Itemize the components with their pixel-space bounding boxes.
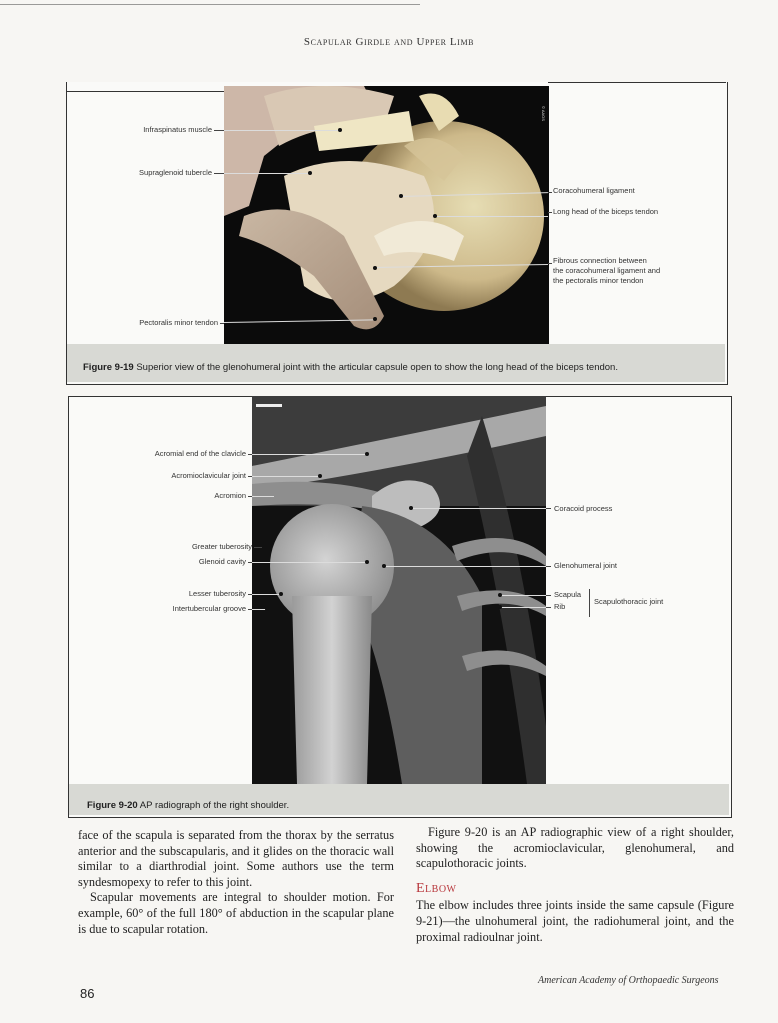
publisher-footer: American Academy of Orthopaedic Surgeons — [538, 975, 719, 986]
figure-frame-rule — [548, 82, 726, 83]
body-column-right — [416, 825, 734, 945]
body-paragraph: Scapular movements are integral to shoulder motion. For example, 60° of the full 180° of abduction in the scapular plane is due to scapular rotation. — [78, 890, 394, 936]
leader-line — [546, 508, 551, 509]
label-fibrous-connection-3: the pectoralis minor tendon — [553, 276, 644, 285]
label-infraspinatus: Infraspinatus muscle — [143, 125, 212, 134]
leader-dot — [365, 452, 369, 456]
leader-line — [500, 607, 546, 608]
leader-dot — [338, 128, 342, 132]
leader-dot — [279, 592, 283, 596]
leader-dot — [373, 317, 377, 321]
caption-text — [87, 800, 289, 811]
radiograph-mark-box — [256, 404, 282, 407]
caption-number: Figure 9-20 — [87, 800, 138, 811]
page-number: 86 — [80, 986, 95, 1001]
leader-line — [214, 130, 224, 131]
section-heading: Elbow — [416, 880, 457, 896]
leader-dot — [409, 506, 413, 510]
top-rule — [0, 4, 420, 5]
leader-dot — [373, 266, 377, 270]
label-acromial-end: Acromial end of the clavicle — [154, 449, 246, 458]
leader-line — [220, 323, 224, 324]
label-intertubercular-groove: Intertubercular groove — [172, 604, 246, 613]
leader-line — [252, 496, 274, 497]
photo-copyright: © AAOS — [541, 106, 546, 121]
leader-line — [252, 609, 266, 610]
label-fibrous-connection-1: Fibrous connection between — [553, 256, 647, 265]
label-coracoid-process: Coracoid process — [554, 504, 613, 513]
label-greater-tuberosity: Greater tuberosity — [191, 542, 252, 551]
figure-9-20-caption — [69, 784, 729, 815]
caption-body: Superior view of the glenohumeral joint with the articular capsule open to show the long head of the biceps tendon. — [133, 362, 618, 373]
leader-line — [546, 566, 551, 567]
leader-line — [411, 508, 546, 509]
leader-line — [254, 547, 262, 548]
leader-line — [500, 595, 546, 596]
leader-dot — [318, 474, 322, 478]
caption-body: AP radiograph of the right shoulder. — [137, 800, 290, 811]
leader-line — [252, 562, 367, 563]
leader-dot — [498, 593, 502, 597]
leader-dot — [433, 214, 437, 218]
label-fibrous-connection-2: the coracohumeral ligament and — [553, 266, 661, 275]
leader-line — [384, 566, 546, 567]
leader-line — [548, 263, 552, 264]
leader-dot — [265, 607, 269, 611]
label-acromion: Acromion — [214, 491, 246, 500]
leader-line — [252, 594, 280, 595]
running-head: Scapular Girdle and Upper Limb — [303, 36, 475, 48]
leader-dot — [308, 171, 312, 175]
dissection-photo-image — [224, 86, 549, 348]
leader-dot — [399, 194, 403, 198]
leader-line — [224, 130, 340, 131]
body-column-left — [78, 828, 394, 937]
leader-line — [224, 173, 309, 174]
figure-frame-rule — [66, 91, 226, 92]
body-paragraph: Figure 9-20 is an AP radiographic view of a right shoulder, showing the acromioclavicular, glenohumeral, and scapulothoracic joints. — [416, 825, 734, 871]
leader-line — [546, 595, 551, 596]
label-supraglenoid: Supraglenoid tubercle — [139, 168, 212, 177]
label-pectoralis-minor: Pectoralis minor tendon — [139, 318, 218, 327]
caption-number: Figure 9-19 — [83, 362, 134, 373]
leader-line — [252, 454, 367, 455]
leader-line — [548, 192, 552, 193]
body-paragraph: face of the scapula is separated from the thorax by the serratus anterior and the subscapularis, and it glides on the thoracic wall similar to a diarthrodial joint. Some authors use the term syndesmopexy to refer to this joint. — [78, 828, 394, 889]
dissection-photo — [224, 86, 549, 348]
caption-text — [83, 362, 618, 373]
label-glenohumeral-joint: Glenohumeral joint — [554, 561, 617, 570]
bracket-line — [589, 589, 590, 617]
leader-dot — [382, 564, 386, 568]
label-scapulothoracic-joint: Scapulothoracic joint — [594, 597, 664, 606]
leader-dot — [365, 560, 369, 564]
body-paragraph: The elbow includes three joints inside the same capsule (Figure 9-21)—the ulnohumeral joint, the radiohumeral joint, and the proximal radioulnar joint. — [416, 898, 734, 944]
label-coracohumeral: Coracohumeral ligament — [553, 186, 635, 195]
leader-line — [252, 476, 320, 477]
leader-line — [214, 173, 224, 174]
label-ac-joint: Acromioclavicular joint — [171, 471, 246, 480]
leader-line — [548, 212, 552, 213]
figure-9-19-caption — [67, 344, 725, 382]
label-biceps-long-head: Long head of the biceps tendon — [553, 207, 659, 216]
leader-line — [546, 607, 551, 608]
label-rib: Rib — [554, 602, 566, 611]
label-glenoid-cavity: Glenoid cavity — [198, 557, 246, 566]
leader-line — [435, 216, 548, 217]
label-scapula: Scapula — [554, 590, 582, 599]
leader-dot — [498, 605, 502, 609]
label-lesser-tuberosity: Lesser tuberosity — [188, 589, 246, 598]
